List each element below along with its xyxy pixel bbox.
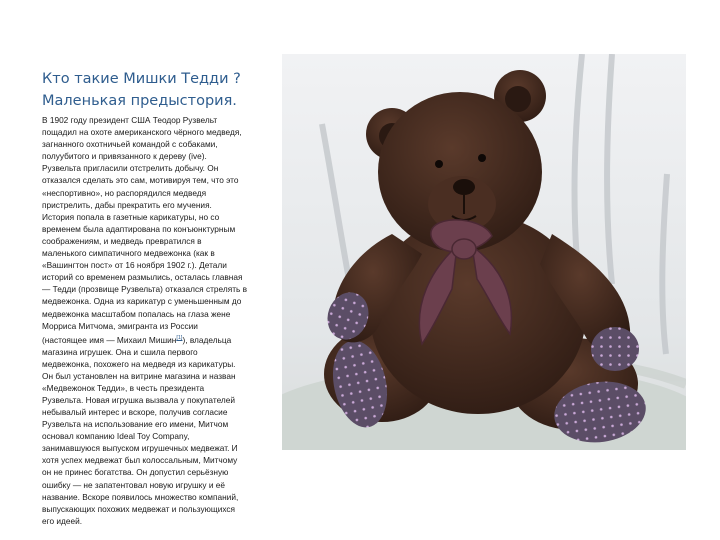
body-line: соображениям, и медведь превратился в bbox=[42, 235, 202, 246]
body-line: медвежонка, похожего на медведя из карикатуры. bbox=[42, 358, 236, 369]
teddy-bear-illustration bbox=[282, 54, 686, 450]
body-line: «неспортивно», но распорядился медведя bbox=[42, 187, 207, 198]
body-line: магазина игрушек. Она и сшила первого bbox=[42, 346, 198, 357]
body-line: основал компанию Ideal Toy Company, bbox=[42, 431, 190, 442]
article-body bbox=[42, 114, 274, 527]
body-line-with-footnote bbox=[42, 332, 274, 346]
body-line: «Вашингтон пост» от 16 ноября 1902 г.). Детали bbox=[42, 260, 227, 271]
body-line: В 1902 году президент США Теодор Рузвельт bbox=[42, 115, 218, 125]
body-line: временем была адаптирована по конъюнктурным bbox=[42, 223, 236, 234]
body-line-fragment: (настоящее имя — Михаил Мишин bbox=[42, 334, 177, 345]
body-line: Рузвельта. Новая игрушка вызвала у покупателей bbox=[42, 394, 235, 405]
body-line: его идеей. bbox=[42, 515, 83, 526]
body-line: историй со временем размылись, осталась главная bbox=[42, 272, 243, 283]
page-title bbox=[42, 68, 272, 112]
body-line: название. Вскоре появилось множество компаний, bbox=[42, 491, 239, 502]
body-line: пристрелить, дабы прекратить его мучения. bbox=[42, 199, 212, 210]
footnote-link[interactable]: [1] bbox=[176, 334, 183, 341]
body-line: История попала в газетные карикатуры, но со bbox=[42, 211, 220, 222]
body-line: медвежонка масштабом попалась на глаза жене bbox=[42, 308, 231, 319]
bear-eye-right bbox=[478, 154, 486, 162]
bear-eye-left bbox=[435, 160, 443, 168]
body-line: ошибку — не запатентовал новую игрушку и её bbox=[42, 479, 226, 490]
body-line: отказался сделать это сам, мотивируя тем, что это bbox=[42, 175, 239, 186]
body-line: Рузвельта на использование его имени, Митчом bbox=[42, 419, 229, 430]
title-line-1: Кто такие Мишки Тедди ? bbox=[42, 71, 241, 87]
body-line: загнанного охотничьей командой с собаками, bbox=[42, 139, 218, 150]
body-line: хотя успех медвежат был колоссальным, Митчому bbox=[42, 455, 238, 466]
body-line: медвежонка. Одна из карикатур с уменьшенным до bbox=[42, 296, 242, 307]
body-line: пощадил на охоте американского чёрного медведя, bbox=[42, 127, 242, 138]
body-line: «Медвежонок Тедди», в честь президента bbox=[42, 382, 205, 393]
body-line: полуубитого и привязанного к дереву (ive). bbox=[42, 151, 207, 162]
teddy-bear-photo bbox=[282, 54, 686, 450]
body-line: он не принес богатства. Он допустил серьёзную bbox=[42, 467, 229, 478]
title-line-2: Маленькая предыстория. bbox=[42, 93, 237, 109]
body-line: Рузвельта пригласили отстрелить добычу. Он bbox=[42, 163, 219, 174]
body-line: маленького симпатичного медвежонка (как в bbox=[42, 248, 215, 259]
bear-nose bbox=[453, 179, 475, 195]
body-line: занимавшуюся выпуском игрушечных медвежат. И bbox=[42, 443, 238, 454]
body-line: — Тедди (прозвище Рузвельта) отказался стрелять в bbox=[42, 284, 248, 295]
body-line-fragment: ), владельца bbox=[182, 334, 232, 345]
body-line: Он был установлен на витрине магазина и назван bbox=[42, 370, 236, 381]
body-line: небывалый интерес и вскоре, получив согласие bbox=[42, 407, 228, 418]
body-line: Морриса Митчома, эмигранта из России bbox=[42, 320, 198, 331]
body-line: выпускающих похожих медвежат и пользующихся bbox=[42, 503, 236, 514]
